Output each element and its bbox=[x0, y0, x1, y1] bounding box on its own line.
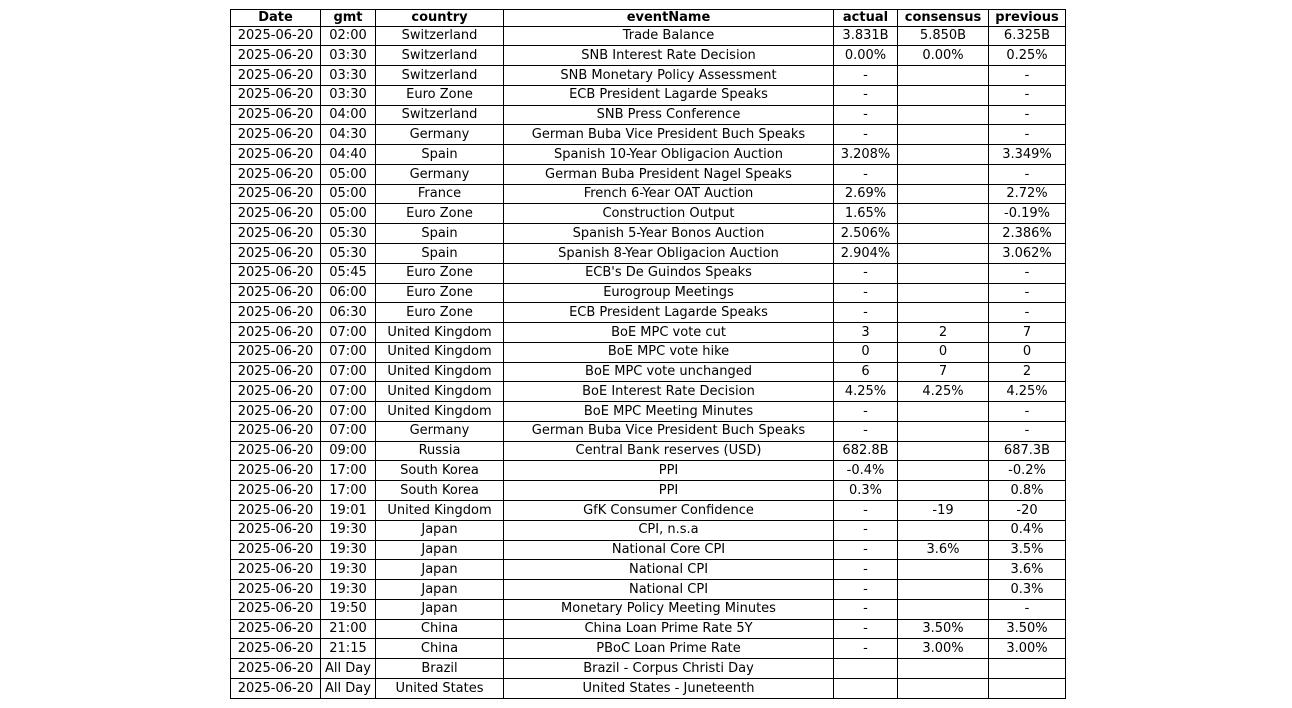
table-cell-country: United States bbox=[376, 678, 504, 698]
table-cell-consensus bbox=[898, 105, 989, 125]
table-cell-eventname: Trade Balance bbox=[504, 26, 834, 46]
table-cell-date: 2025-06-20 bbox=[231, 441, 321, 461]
table-cell-date: 2025-06-20 bbox=[231, 382, 321, 402]
table-cell-eventname: Central Bank reserves (USD) bbox=[504, 441, 834, 461]
table-cell-actual: 3.208% bbox=[834, 145, 898, 165]
column-header-country: country bbox=[376, 10, 504, 27]
column-header-eventname: eventName bbox=[504, 10, 834, 27]
table-cell-previous: - bbox=[989, 164, 1066, 184]
table-cell-country: China bbox=[376, 639, 504, 659]
table-cell-gmt: 07:00 bbox=[321, 402, 376, 422]
table-cell-date: 2025-06-20 bbox=[231, 85, 321, 105]
table-cell-gmt: 05:30 bbox=[321, 224, 376, 244]
table-cell-gmt: 06:30 bbox=[321, 303, 376, 323]
table-cell-eventname: German Buba President Nagel Speaks bbox=[504, 164, 834, 184]
table-cell-previous: 3.50% bbox=[989, 619, 1066, 639]
table-cell-gmt: 02:00 bbox=[321, 26, 376, 46]
table-cell-consensus bbox=[898, 244, 989, 264]
table-cell-date: 2025-06-20 bbox=[231, 599, 321, 619]
table-cell-actual: - bbox=[834, 164, 898, 184]
table-cell-date: 2025-06-20 bbox=[231, 244, 321, 264]
table-row bbox=[231, 26, 1066, 46]
table-row bbox=[231, 263, 1066, 283]
table-cell-gmt: 19:30 bbox=[321, 560, 376, 580]
table-row bbox=[231, 421, 1066, 441]
table-cell-actual: - bbox=[834, 619, 898, 639]
table-cell-country: South Korea bbox=[376, 481, 504, 501]
table-cell-consensus bbox=[898, 283, 989, 303]
table-cell-gmt: 19:30 bbox=[321, 520, 376, 540]
table-row bbox=[231, 145, 1066, 165]
table-cell-previous: - bbox=[989, 402, 1066, 422]
table-cell-date: 2025-06-20 bbox=[231, 461, 321, 481]
table-cell-eventname: SNB Interest Rate Decision bbox=[504, 46, 834, 66]
table-cell-date: 2025-06-20 bbox=[231, 342, 321, 362]
table-row bbox=[231, 599, 1066, 619]
table-cell-eventname: Construction Output bbox=[504, 204, 834, 224]
table-cell-eventname: BoE MPC Meeting Minutes bbox=[504, 402, 834, 422]
table-cell-previous: - bbox=[989, 125, 1066, 145]
table-cell-eventname: ECB President Lagarde Speaks bbox=[504, 85, 834, 105]
table-cell-country: Russia bbox=[376, 441, 504, 461]
table-cell-actual: -0.4% bbox=[834, 461, 898, 481]
table-cell-actual: - bbox=[834, 105, 898, 125]
table-row bbox=[231, 678, 1066, 698]
table-row bbox=[231, 402, 1066, 422]
table-row bbox=[231, 224, 1066, 244]
table-cell-consensus bbox=[898, 85, 989, 105]
table-cell-actual: - bbox=[834, 402, 898, 422]
table-cell-actual: - bbox=[834, 520, 898, 540]
table-cell-previous: 3.062% bbox=[989, 244, 1066, 264]
economic-calendar-table bbox=[230, 9, 1066, 699]
table-row bbox=[231, 66, 1066, 86]
table-cell-consensus bbox=[898, 461, 989, 481]
table-cell-country: Japan bbox=[376, 560, 504, 580]
table-cell-gmt: 07:00 bbox=[321, 362, 376, 382]
table-cell-actual: 1.65% bbox=[834, 204, 898, 224]
table-cell-previous: -0.2% bbox=[989, 461, 1066, 481]
table-cell-consensus: 3.6% bbox=[898, 540, 989, 560]
table-cell-previous: - bbox=[989, 263, 1066, 283]
table-row bbox=[231, 619, 1066, 639]
table-cell-gmt: 05:00 bbox=[321, 184, 376, 204]
table-cell-previous bbox=[989, 678, 1066, 698]
table-cell-gmt: 04:00 bbox=[321, 105, 376, 125]
table-cell-consensus: 2 bbox=[898, 323, 989, 343]
table-cell-country: United Kingdom bbox=[376, 362, 504, 382]
table-cell-consensus: 4.25% bbox=[898, 382, 989, 402]
table-cell-country: Euro Zone bbox=[376, 204, 504, 224]
table-row bbox=[231, 500, 1066, 520]
table-cell-date: 2025-06-20 bbox=[231, 402, 321, 422]
table-cell-eventname: CPI, n.s.a bbox=[504, 520, 834, 540]
table-cell-date: 2025-06-20 bbox=[231, 26, 321, 46]
table-cell-actual: 682.8B bbox=[834, 441, 898, 461]
table-cell-actual bbox=[834, 678, 898, 698]
table-cell-country: China bbox=[376, 619, 504, 639]
table-cell-actual: - bbox=[834, 263, 898, 283]
table-cell-actual: - bbox=[834, 421, 898, 441]
table-cell-consensus bbox=[898, 421, 989, 441]
table-cell-consensus bbox=[898, 184, 989, 204]
table-cell-previous: 2.72% bbox=[989, 184, 1066, 204]
table-row bbox=[231, 441, 1066, 461]
table-cell-consensus: 0 bbox=[898, 342, 989, 362]
table-cell-eventname: Spanish 8-Year Obligacion Auction bbox=[504, 244, 834, 264]
table-cell-previous: 6.325B bbox=[989, 26, 1066, 46]
table-cell-consensus: 0.00% bbox=[898, 46, 989, 66]
table-cell-date: 2025-06-20 bbox=[231, 421, 321, 441]
table-cell-actual: 0.3% bbox=[834, 481, 898, 501]
table-cell-consensus bbox=[898, 560, 989, 580]
table-cell-date: 2025-06-20 bbox=[231, 105, 321, 125]
table-cell-date: 2025-06-20 bbox=[231, 580, 321, 600]
table-cell-country: South Korea bbox=[376, 461, 504, 481]
table-cell-date: 2025-06-20 bbox=[231, 639, 321, 659]
table-cell-previous: 7 bbox=[989, 323, 1066, 343]
table-cell-actual: - bbox=[834, 303, 898, 323]
table-cell-previous: 3.5% bbox=[989, 540, 1066, 560]
table-cell-consensus: -19 bbox=[898, 500, 989, 520]
table-cell-gmt: All Day bbox=[321, 678, 376, 698]
table-cell-actual: - bbox=[834, 500, 898, 520]
table-cell-date: 2025-06-20 bbox=[231, 481, 321, 501]
table-row bbox=[231, 46, 1066, 66]
table-cell-gmt: 04:30 bbox=[321, 125, 376, 145]
table-cell-date: 2025-06-20 bbox=[231, 145, 321, 165]
table-cell-previous: 3.349% bbox=[989, 145, 1066, 165]
table-cell-gmt: 03:30 bbox=[321, 46, 376, 66]
table-cell-country: France bbox=[376, 184, 504, 204]
table-row bbox=[231, 323, 1066, 343]
table-cell-date: 2025-06-20 bbox=[231, 323, 321, 343]
table-cell-date: 2025-06-20 bbox=[231, 560, 321, 580]
table-cell-date: 2025-06-20 bbox=[231, 66, 321, 86]
table-cell-date: 2025-06-20 bbox=[231, 540, 321, 560]
column-header-actual: actual bbox=[834, 10, 898, 27]
table-cell-eventname: GfK Consumer Confidence bbox=[504, 500, 834, 520]
table-cell-country: Switzerland bbox=[376, 26, 504, 46]
table-cell-country: Switzerland bbox=[376, 46, 504, 66]
table-cell-consensus bbox=[898, 520, 989, 540]
table-cell-country: Japan bbox=[376, 580, 504, 600]
table-row bbox=[231, 164, 1066, 184]
table-cell-date: 2025-06-20 bbox=[231, 125, 321, 145]
table-cell-date: 2025-06-20 bbox=[231, 164, 321, 184]
table-cell-eventname: SNB Press Conference bbox=[504, 105, 834, 125]
table-cell-previous bbox=[989, 659, 1066, 679]
table-cell-eventname: Spanish 5-Year Bonos Auction bbox=[504, 224, 834, 244]
table-cell-previous: - bbox=[989, 105, 1066, 125]
table-row bbox=[231, 461, 1066, 481]
table-cell-previous: 0.25% bbox=[989, 46, 1066, 66]
table-cell-previous: 0.8% bbox=[989, 481, 1066, 501]
table-cell-date: 2025-06-20 bbox=[231, 500, 321, 520]
table-cell-consensus: 3.50% bbox=[898, 619, 989, 639]
table-cell-actual: - bbox=[834, 639, 898, 659]
table-cell-consensus bbox=[898, 263, 989, 283]
table-cell-previous: 0.3% bbox=[989, 580, 1066, 600]
table-cell-previous: - bbox=[989, 85, 1066, 105]
table-cell-actual: 3.831B bbox=[834, 26, 898, 46]
table-cell-actual: - bbox=[834, 560, 898, 580]
table-cell-country: United Kingdom bbox=[376, 500, 504, 520]
table-cell-country: Spain bbox=[376, 145, 504, 165]
table-cell-country: Japan bbox=[376, 540, 504, 560]
table-cell-eventname: French 6-Year OAT Auction bbox=[504, 184, 834, 204]
table-cell-country: Germany bbox=[376, 421, 504, 441]
table-cell-date: 2025-06-20 bbox=[231, 362, 321, 382]
table-cell-date: 2025-06-20 bbox=[231, 184, 321, 204]
table-cell-gmt: 05:45 bbox=[321, 263, 376, 283]
table-cell-actual: - bbox=[834, 66, 898, 86]
table-cell-consensus bbox=[898, 224, 989, 244]
table-cell-eventname: BoE Interest Rate Decision bbox=[504, 382, 834, 402]
table-cell-gmt: 07:00 bbox=[321, 421, 376, 441]
table-cell-country: Spain bbox=[376, 244, 504, 264]
table-cell-country: Switzerland bbox=[376, 66, 504, 86]
table-cell-previous: -20 bbox=[989, 500, 1066, 520]
table-cell-previous: 3.00% bbox=[989, 639, 1066, 659]
table-cell-actual: - bbox=[834, 283, 898, 303]
table-cell-country: Germany bbox=[376, 125, 504, 145]
table-row bbox=[231, 204, 1066, 224]
table-cell-country: United Kingdom bbox=[376, 402, 504, 422]
table-cell-previous: 4.25% bbox=[989, 382, 1066, 402]
table-row bbox=[231, 303, 1066, 323]
table-cell-actual: - bbox=[834, 599, 898, 619]
table-cell-eventname: United States - Juneteenth bbox=[504, 678, 834, 698]
column-header-previous: previous bbox=[989, 10, 1066, 27]
table-cell-gmt: 09:00 bbox=[321, 441, 376, 461]
table-cell-date: 2025-06-20 bbox=[231, 659, 321, 679]
table-cell-actual: 2.506% bbox=[834, 224, 898, 244]
table-row bbox=[231, 244, 1066, 264]
table-cell-previous: - bbox=[989, 303, 1066, 323]
table-cell-actual: - bbox=[834, 85, 898, 105]
table-cell-gmt: 21:00 bbox=[321, 619, 376, 639]
table-cell-country: Euro Zone bbox=[376, 263, 504, 283]
table-cell-gmt: 19:50 bbox=[321, 599, 376, 619]
table-cell-consensus bbox=[898, 164, 989, 184]
table-cell-date: 2025-06-20 bbox=[231, 619, 321, 639]
table-cell-country: Brazil bbox=[376, 659, 504, 679]
table-cell-gmt: 05:00 bbox=[321, 164, 376, 184]
table-cell-country: Euro Zone bbox=[376, 85, 504, 105]
table-cell-previous: 0.4% bbox=[989, 520, 1066, 540]
table-cell-gmt: 17:00 bbox=[321, 481, 376, 501]
table-cell-gmt: 07:00 bbox=[321, 323, 376, 343]
table-cell-eventname: BoE MPC vote unchanged bbox=[504, 362, 834, 382]
table-cell-eventname: National Core CPI bbox=[504, 540, 834, 560]
table-cell-country: Spain bbox=[376, 224, 504, 244]
table-cell-date: 2025-06-20 bbox=[231, 263, 321, 283]
table-cell-actual: - bbox=[834, 580, 898, 600]
table-cell-country: Japan bbox=[376, 599, 504, 619]
table-cell-consensus bbox=[898, 599, 989, 619]
table-cell-eventname: China Loan Prime Rate 5Y bbox=[504, 619, 834, 639]
table-cell-gmt: 19:30 bbox=[321, 540, 376, 560]
table-cell-eventname: PPI bbox=[504, 461, 834, 481]
table-cell-eventname: ECB's De Guindos Speaks bbox=[504, 263, 834, 283]
table-cell-date: 2025-06-20 bbox=[231, 46, 321, 66]
table-row bbox=[231, 659, 1066, 679]
table-cell-eventname: German Buba Vice President Buch Speaks bbox=[504, 421, 834, 441]
table-cell-eventname: National CPI bbox=[504, 560, 834, 580]
table-row bbox=[231, 639, 1066, 659]
table-cell-eventname: PBoC Loan Prime Rate bbox=[504, 639, 834, 659]
table-cell-consensus: 3.00% bbox=[898, 639, 989, 659]
table-cell-previous: 2.386% bbox=[989, 224, 1066, 244]
table-row bbox=[231, 362, 1066, 382]
table-row bbox=[231, 125, 1066, 145]
table-cell-eventname: Monetary Policy Meeting Minutes bbox=[504, 599, 834, 619]
table-cell-country: Germany bbox=[376, 164, 504, 184]
table-cell-consensus: 7 bbox=[898, 362, 989, 382]
table-cell-previous: -0.19% bbox=[989, 204, 1066, 224]
table-cell-consensus bbox=[898, 303, 989, 323]
table-cell-consensus bbox=[898, 441, 989, 461]
table-cell-gmt: 03:30 bbox=[321, 85, 376, 105]
table-cell-actual: 6 bbox=[834, 362, 898, 382]
table-cell-consensus bbox=[898, 481, 989, 501]
table-cell-consensus bbox=[898, 659, 989, 679]
table-cell-actual: 3 bbox=[834, 323, 898, 343]
table-cell-consensus bbox=[898, 66, 989, 86]
table-cell-date: 2025-06-20 bbox=[231, 303, 321, 323]
table-cell-gmt: 17:00 bbox=[321, 461, 376, 481]
table-cell-country: Euro Zone bbox=[376, 283, 504, 303]
table-cell-previous: 0 bbox=[989, 342, 1066, 362]
table-row bbox=[231, 184, 1066, 204]
table-cell-consensus bbox=[898, 145, 989, 165]
table-cell-date: 2025-06-20 bbox=[231, 224, 321, 244]
table-cell-gmt: 04:40 bbox=[321, 145, 376, 165]
table-row bbox=[231, 520, 1066, 540]
table-cell-country: United Kingdom bbox=[376, 382, 504, 402]
table-cell-eventname: Spanish 10-Year Obligacion Auction bbox=[504, 145, 834, 165]
table-cell-eventname: National CPI bbox=[504, 580, 834, 600]
table-cell-eventname: ECB President Lagarde Speaks bbox=[504, 303, 834, 323]
table-cell-date: 2025-06-20 bbox=[231, 204, 321, 224]
table-cell-eventname: BoE MPC vote cut bbox=[504, 323, 834, 343]
table-cell-actual: 4.25% bbox=[834, 382, 898, 402]
table-cell-previous: 3.6% bbox=[989, 560, 1066, 580]
column-header-consensus: consensus bbox=[898, 10, 989, 27]
table-cell-eventname: SNB Monetary Policy Assessment bbox=[504, 66, 834, 86]
table-row bbox=[231, 105, 1066, 125]
table-cell-eventname: Eurogroup Meetings bbox=[504, 283, 834, 303]
table-cell-consensus bbox=[898, 678, 989, 698]
table-cell-actual: 0.00% bbox=[834, 46, 898, 66]
table-cell-country: Japan bbox=[376, 520, 504, 540]
column-header-gmt: gmt bbox=[321, 10, 376, 27]
table-row bbox=[231, 580, 1066, 600]
table-cell-eventname: BoE MPC vote hike bbox=[504, 342, 834, 362]
table-row bbox=[231, 540, 1066, 560]
table-row bbox=[231, 481, 1066, 501]
table-cell-previous: - bbox=[989, 66, 1066, 86]
table-cell-gmt: 19:30 bbox=[321, 580, 376, 600]
table-cell-actual: 2.904% bbox=[834, 244, 898, 264]
table-cell-gmt: 21:15 bbox=[321, 639, 376, 659]
table-row bbox=[231, 342, 1066, 362]
header-row bbox=[231, 10, 1066, 27]
table-cell-previous: - bbox=[989, 599, 1066, 619]
table-cell-actual: - bbox=[834, 125, 898, 145]
table-cell-gmt: 05:00 bbox=[321, 204, 376, 224]
table-cell-actual: - bbox=[834, 540, 898, 560]
table-cell-country: Euro Zone bbox=[376, 303, 504, 323]
table-row bbox=[231, 283, 1066, 303]
table-body bbox=[231, 26, 1066, 698]
table-cell-consensus bbox=[898, 125, 989, 145]
table-cell-previous: - bbox=[989, 421, 1066, 441]
table-cell-gmt: 03:30 bbox=[321, 66, 376, 86]
table-cell-previous: - bbox=[989, 283, 1066, 303]
table-cell-actual: 0 bbox=[834, 342, 898, 362]
column-header-date: Date bbox=[231, 10, 321, 27]
table-cell-previous: 687.3B bbox=[989, 441, 1066, 461]
table-cell-consensus bbox=[898, 580, 989, 600]
table-cell-date: 2025-06-20 bbox=[231, 678, 321, 698]
table-cell-actual: 2.69% bbox=[834, 184, 898, 204]
table-cell-consensus bbox=[898, 402, 989, 422]
table-cell-consensus bbox=[898, 204, 989, 224]
table-cell-actual bbox=[834, 659, 898, 679]
table-row bbox=[231, 560, 1066, 580]
table-cell-eventname: Brazil - Corpus Christi Day bbox=[504, 659, 834, 679]
table-cell-country: United Kingdom bbox=[376, 342, 504, 362]
table-cell-country: Switzerland bbox=[376, 105, 504, 125]
table-cell-gmt: All Day bbox=[321, 659, 376, 679]
table-row bbox=[231, 382, 1066, 402]
table-cell-eventname: German Buba Vice President Buch Speaks bbox=[504, 125, 834, 145]
table-cell-gmt: 06:00 bbox=[321, 283, 376, 303]
table-cell-previous: 2 bbox=[989, 362, 1066, 382]
table-cell-gmt: 05:30 bbox=[321, 244, 376, 264]
table-cell-gmt: 19:01 bbox=[321, 500, 376, 520]
table-cell-gmt: 07:00 bbox=[321, 382, 376, 402]
table-cell-gmt: 07:00 bbox=[321, 342, 376, 362]
table-cell-date: 2025-06-20 bbox=[231, 283, 321, 303]
table-row bbox=[231, 85, 1066, 105]
table-cell-eventname: PPI bbox=[504, 481, 834, 501]
table-cell-country: United Kingdom bbox=[376, 323, 504, 343]
table-cell-date: 2025-06-20 bbox=[231, 520, 321, 540]
table-cell-consensus: 5.850B bbox=[898, 26, 989, 46]
